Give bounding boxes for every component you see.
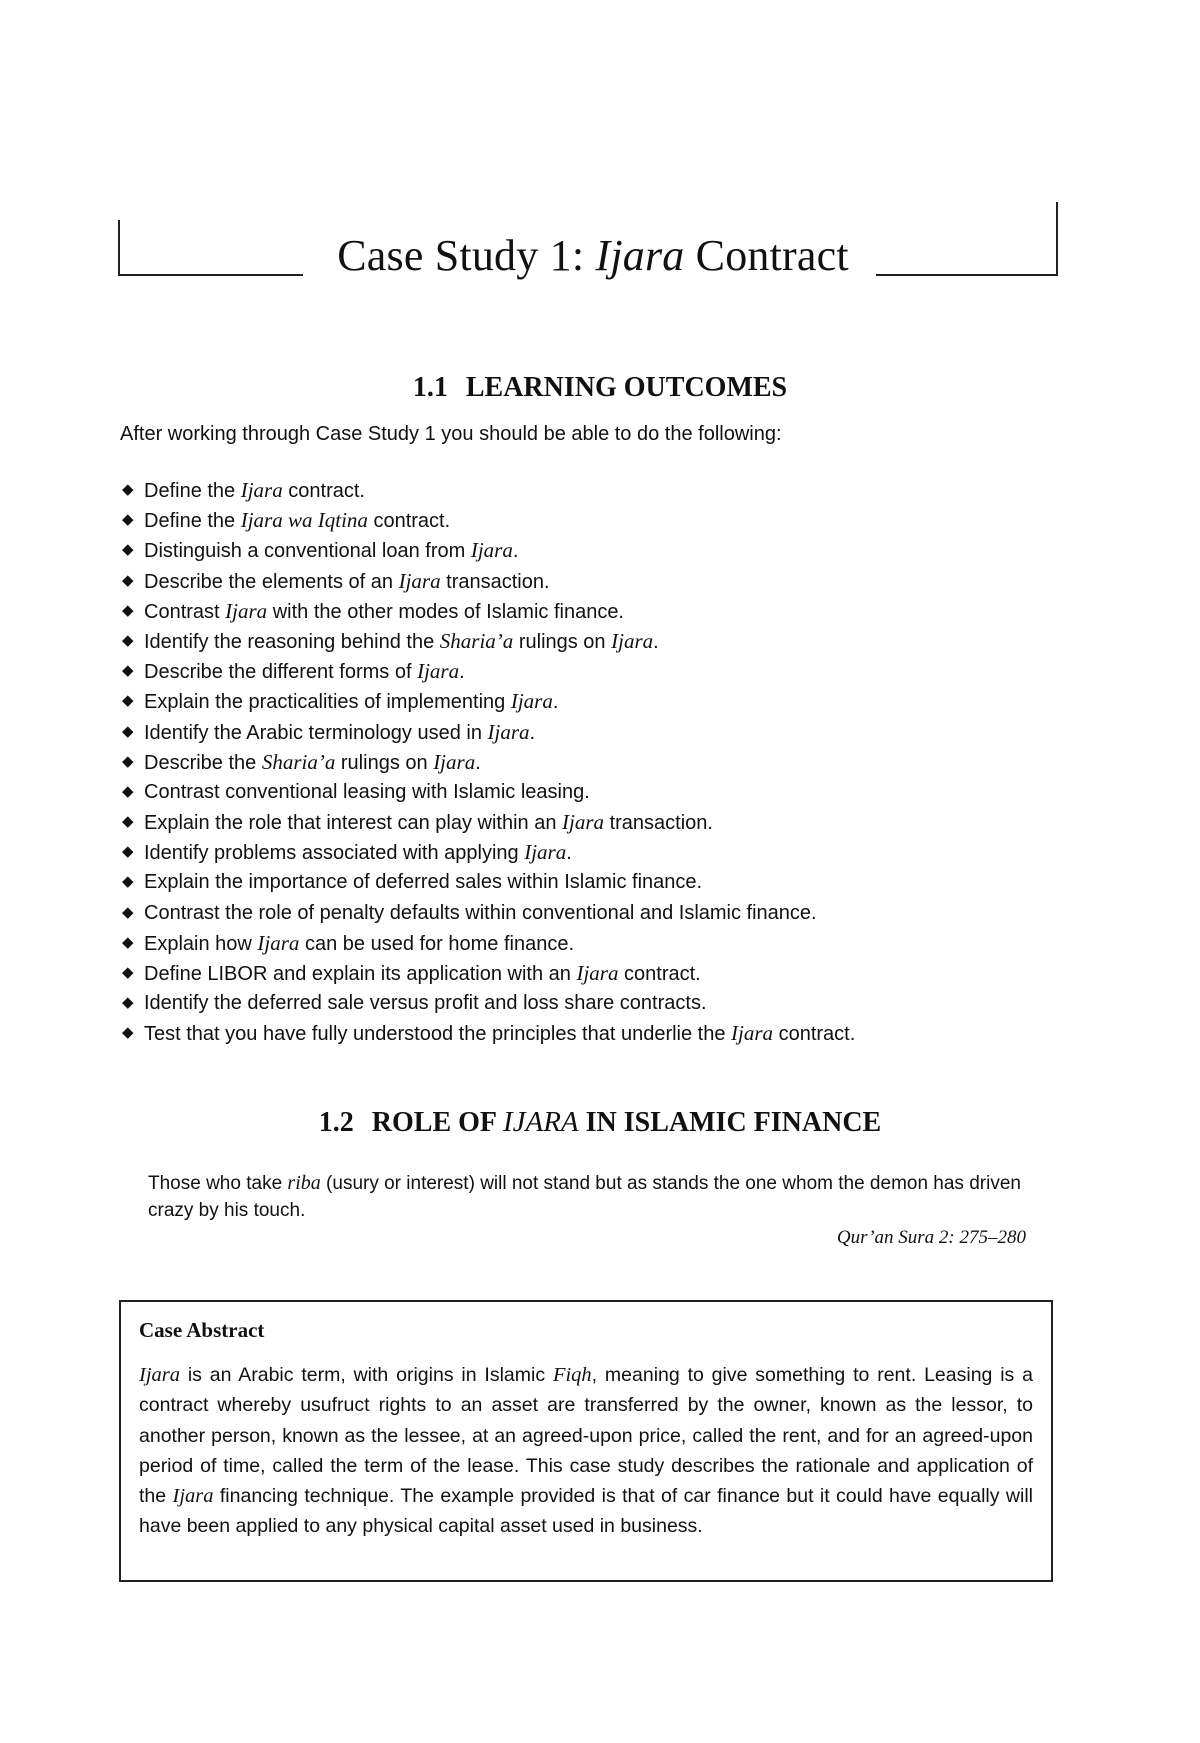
chapter-title-italic: Ijara	[595, 231, 685, 280]
learning-outcome-item	[120, 1021, 1020, 1051]
learning-outcome-item	[120, 629, 1020, 659]
outcome-text: Explain the practicalities of implementing	[144, 691, 511, 714]
outcome-text: rulings on	[335, 751, 434, 774]
outcome-italic-term: Ijara	[417, 659, 460, 684]
outcome-text: .	[566, 842, 572, 865]
outcome-text: transaction.	[440, 570, 550, 593]
outcome-italic-term: Ijara	[524, 840, 567, 865]
outcome-text: Contrast the role of penalty defaults within conventional and Islamic finance.	[144, 901, 817, 924]
outcome-italic-term: Ijara	[510, 689, 553, 714]
case-abstract-title: Case Abstract	[139, 1318, 265, 1342]
outcome-italic-term: Sharia’a	[261, 749, 336, 774]
section-number: 1.1	[412, 372, 448, 403]
learning-outcome-item	[120, 478, 1020, 508]
learning-outcome-item	[120, 901, 1020, 931]
diamond-bullet-icon: ◆	[122, 662, 134, 680]
case-abstract-text	[139, 1360, 1033, 1542]
outcome-italic-term: Ijara	[731, 1021, 774, 1046]
outcome-text: Describe the different forms of	[144, 661, 418, 684]
diamond-bullet-icon: ◆	[122, 873, 134, 891]
section-heading-role-of-ijara	[0, 1106, 1200, 1139]
outcome-text: Define the	[144, 480, 241, 502]
diamond-bullet-icon: ◆	[122, 722, 134, 740]
outcome-text: Identify the deferred sale versus profit and loss share contracts.	[144, 992, 707, 1015]
case-abstract-box	[119, 1300, 1053, 1582]
frame-right-tick	[1056, 202, 1058, 276]
diamond-bullet-icon: ◆	[122, 843, 134, 861]
outcome-text: with the other modes of Islamic finance.	[267, 600, 624, 623]
outcome-text: contract.	[773, 1023, 856, 1046]
outcome-text: Contrast conventional leasing with Islamic leasing.	[144, 780, 590, 803]
intro-paragraph: After working through Case Study 1 you should be able to do the following:	[120, 423, 782, 445]
outcome-text: can be used for home finance.	[299, 932, 575, 955]
abstract-italic-term: Fiqh	[552, 1364, 592, 1386]
diamond-bullet-icon: ◆	[122, 1024, 134, 1042]
learning-outcome-item	[120, 780, 1020, 810]
diamond-bullet-icon: ◆	[122, 752, 134, 770]
outcome-italic-term: Ijara	[257, 930, 300, 955]
outcome-italic-term: Ijara	[562, 810, 605, 835]
diamond-bullet-icon: ◆	[122, 813, 134, 831]
frame-left-tick	[118, 220, 120, 276]
outcome-text: .	[475, 751, 481, 774]
diamond-bullet-icon: ◆	[122, 692, 134, 710]
section-title-prefix: ROLE OF	[371, 1107, 503, 1138]
outcome-text: Contrast	[144, 600, 226, 623]
abstract-text-part: financing technique. The example provided is that of car finance but it could have equally will have been applied to any physical capital asset used in business.	[139, 1485, 1033, 1538]
learning-outcome-item	[120, 569, 1020, 599]
quote-text-start: Those who take	[148, 1173, 288, 1194]
section-title-suffix: IN ISLAMIC FINANCE	[578, 1107, 882, 1138]
outcome-text: Define the	[144, 510, 241, 533]
learning-outcomes-list	[120, 478, 1020, 1052]
abstract-text-part: is an Arabic term, with origins in Islamic	[180, 1364, 553, 1386]
outcome-text: Identify problems associated with applying	[144, 842, 525, 865]
outcome-text: Explain the role that interest can play within an	[144, 812, 563, 835]
outcome-text: .	[552, 691, 559, 714]
outcome-text: .	[459, 661, 465, 684]
quote-text-end: (usury or interest) will not stand but as stands the one whom the demon has driven crazy by his touch.	[148, 1173, 1021, 1221]
outcome-italic-term: Ijara wa Iqtina	[240, 508, 368, 533]
chapter-title-prefix: Case Study 1:	[337, 231, 596, 280]
outcome-text: Identify the Arabic terminology used in	[144, 721, 488, 744]
section-number: 1.2	[318, 1107, 354, 1138]
diamond-bullet-icon: ◆	[122, 782, 134, 800]
chapter-title	[318, 231, 868, 280]
outcome-italic-term: Ijara	[433, 749, 476, 774]
abstract-italic-term: Ijara	[139, 1364, 180, 1386]
learning-outcome-item	[120, 870, 1020, 900]
outcome-text: Describe the	[144, 751, 262, 774]
learning-outcome-item	[120, 840, 1020, 870]
outcome-text: Identify the reasoning behind the	[144, 630, 440, 653]
diamond-bullet-icon: ◆	[122, 903, 134, 921]
learning-outcome-item	[120, 810, 1020, 840]
outcome-italic-term: Ijara	[225, 598, 268, 623]
diamond-bullet-icon: ◆	[122, 541, 134, 559]
frame-right-rule	[876, 274, 1058, 276]
chapter-title-suffix: Contract	[684, 231, 849, 280]
quote-italic-term: riba	[287, 1172, 321, 1194]
outcome-text: .	[529, 721, 536, 744]
outcome-italic-term: Ijara	[611, 628, 654, 653]
diamond-bullet-icon: ◆	[122, 631, 134, 649]
quote-citation: Qur’an Sura 2: 275–280	[836, 1227, 1026, 1248]
outcome-text: contract.	[618, 963, 701, 985]
chapter-title-frame	[118, 202, 1058, 280]
learning-outcome-item	[120, 538, 1020, 568]
learning-outcome-item	[120, 750, 1020, 780]
outcome-italic-term: Ijara	[240, 478, 283, 502]
diamond-bullet-icon: ◆	[122, 933, 134, 951]
outcome-italic-term: Ijara	[398, 568, 441, 593]
section-title: LEARNING OUTCOMES	[465, 372, 788, 403]
learning-outcome-item	[120, 961, 1020, 991]
learning-outcome-item	[120, 508, 1020, 538]
outcome-text: .	[512, 540, 519, 563]
abstract-italic-term: Ijara	[172, 1485, 214, 1508]
outcome-text: rulings on	[513, 630, 612, 653]
outcome-text: transaction.	[604, 812, 713, 835]
outcome-text: Test that you have fully understood the principles that underlie the	[144, 1023, 732, 1046]
learning-outcome-item	[120, 599, 1020, 629]
diamond-bullet-icon: ◆	[122, 994, 134, 1012]
diamond-bullet-icon: ◆	[122, 481, 134, 498]
learning-outcome-item	[120, 931, 1020, 961]
learning-outcome-item	[120, 720, 1020, 750]
outcome-text: contract.	[367, 510, 451, 533]
outcome-text: contract.	[282, 480, 365, 502]
diamond-bullet-icon: ◆	[122, 601, 134, 619]
section-heading-learning-outcomes	[0, 372, 1200, 404]
outcome-text: .	[653, 630, 659, 653]
frame-left-rule	[118, 274, 303, 276]
outcome-text: Define LIBOR and explain its application with an	[144, 963, 577, 985]
learning-outcome-item	[120, 689, 1020, 719]
diamond-bullet-icon: ◆	[122, 571, 134, 589]
outcome-text: Describe the elements of an	[144, 570, 399, 593]
learning-outcome-item	[120, 991, 1020, 1021]
learning-outcome-item	[120, 659, 1020, 689]
outcome-italic-term: Sharia’a	[439, 628, 514, 653]
outcome-italic-term: Ijara	[487, 719, 530, 744]
epigraph-quote	[148, 1170, 1028, 1224]
abstract-text-part: , meaning to give something to rent. Leasing is a contract whereby usufruct rights to an asset are transferred by the owner, known as the lessor, to another person, known as the lessee, at an agreed-upon price, called the rent, and for an agreed-upon period of time, called the term of the lease. This case study describes the rationale and application of the	[139, 1364, 1033, 1508]
diamond-bullet-icon: ◆	[122, 511, 134, 529]
outcome-italic-term: Ijara	[470, 538, 513, 563]
outcome-text: Explain the importance of deferred sales within Islamic finance.	[144, 871, 703, 894]
section-title-italic: IJARA	[502, 1106, 579, 1138]
outcome-text: Explain how	[144, 932, 258, 955]
diamond-bullet-icon: ◆	[122, 964, 134, 981]
outcome-italic-term: Ijara	[576, 961, 619, 985]
outcome-text: Distinguish a conventional loan from	[144, 540, 471, 563]
